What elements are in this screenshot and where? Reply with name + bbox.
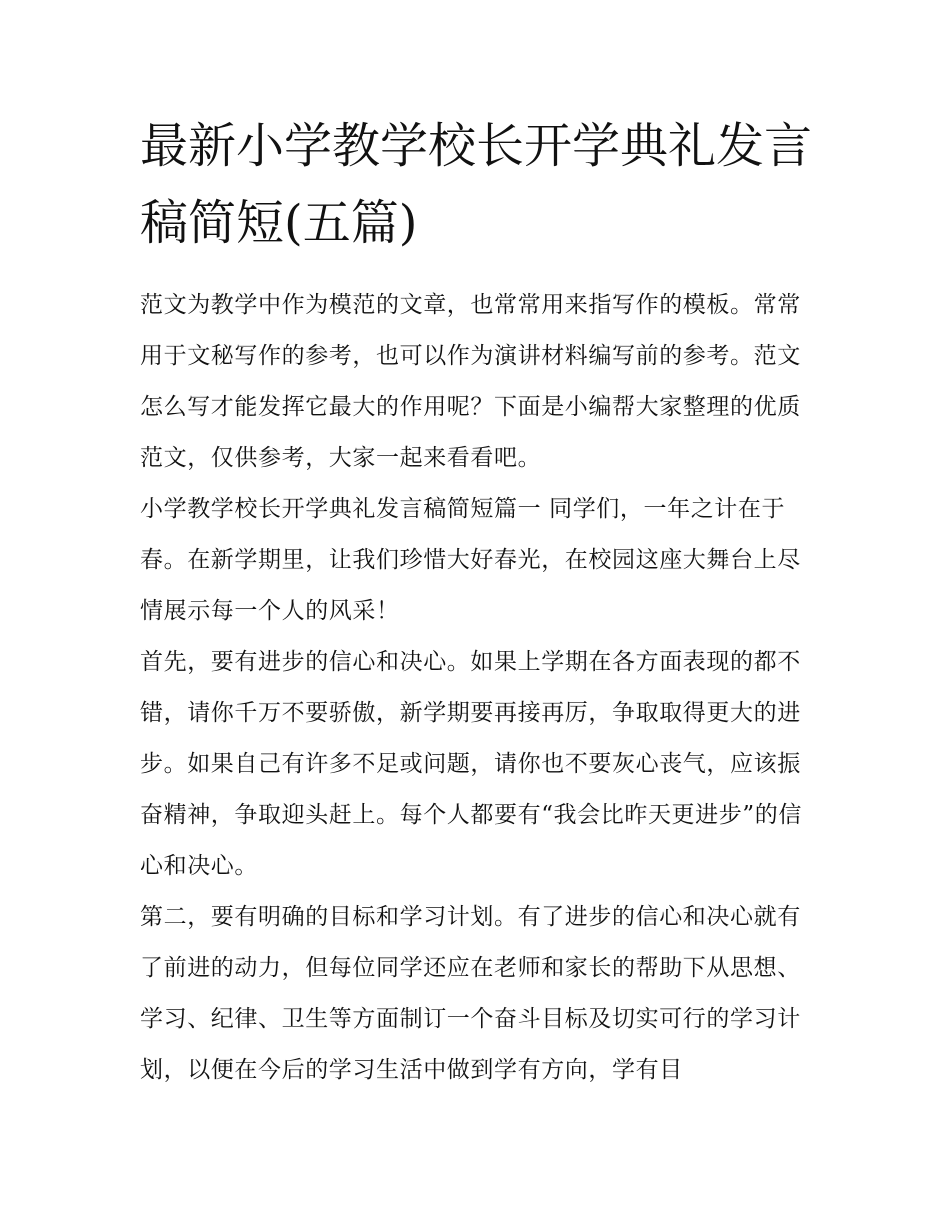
paragraph-speech-opening: 小学教学校长开学典礼发言稿简短篇一 同学们，一年之计在于春。在新学期里，让我们珍惜大好春光，在校园这座大舞台上尽情展示每一个人的风采！	[140, 496, 801, 624]
paragraph-first-point: 首先，要有进步的信心和决心。如果上学期在各方面表现的都不错，请你千万不要骄傲，新学期要再接再厉，争取取得更大的进步。如果自己有许多不足或问题，请你也不要灰心丧气，应该振奋精神，争取迎头赶上。每个人都要有“我会比昨天更进步”的信心和决心。	[140, 649, 802, 879]
paragraph-intro: 范文为教学中作为模范的文章，也常常用来指写作的模板。常常用于文秘写作的参考，也可以作为演讲材料编写前的参考。范文怎么写才能发挥它最大的作用呢？下面是小编帮大家整理的优质范文，仅供参考，大家一起来看看吧。	[140, 292, 801, 471]
document-content	[140, 108, 812, 1096]
document-body	[140, 280, 812, 1096]
paragraph-second-point: 第二，要有明确的目标和学习计划。有了进步的信心和决心就有了前进的动力，但每位同学还应在老师和家长的帮助下从思想、学习、纪律、卫生等方面制订一个奋斗目标及切实可行的学习计划，以便在今后的学习生活中做到学有方向，学有目	[140, 904, 801, 1083]
document-title: 最新小学教学校长开学典礼发言稿简短(五篇)	[140, 118, 813, 251]
